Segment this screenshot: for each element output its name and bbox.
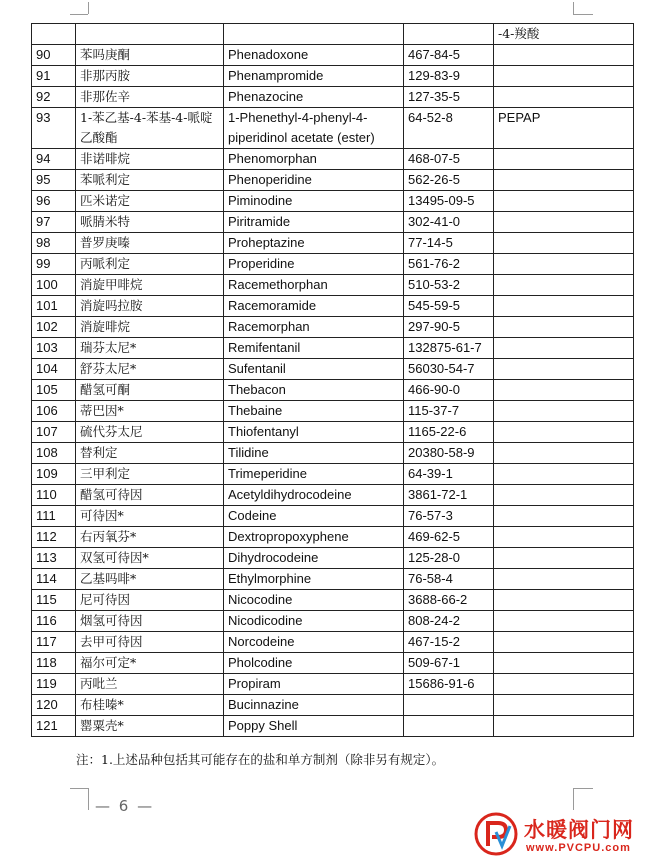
cell-english-name: Norcodeine <box>224 632 404 653</box>
cell-cas-number: 15686-91-6 <box>404 674 494 695</box>
cell-english-name: Tilidine <box>224 443 404 464</box>
cell-english-name: Pholcodine <box>224 653 404 674</box>
cell-chinese-name: 烟氢可待因 <box>76 611 224 632</box>
cell-chinese-name: 布桂嗪* <box>76 695 224 716</box>
table-row <box>32 590 634 611</box>
cell-cas-number: 468-07-5 <box>404 149 494 170</box>
cell-remark <box>494 653 634 674</box>
cell-cas-number: 76-57-3 <box>404 506 494 527</box>
cell-number: 114 <box>32 569 76 590</box>
cell-number: 96 <box>32 191 76 212</box>
table-row <box>32 401 634 422</box>
cell-remark <box>494 380 634 401</box>
footnote: 注：1.上述品种包括其可能存在的盐和单方制剂（除非另有规定）。 <box>76 752 445 767</box>
cell-english-name: Proheptazine <box>224 233 404 254</box>
crop-mark-top-left-h <box>70 14 88 15</box>
cell-remark <box>494 506 634 527</box>
cell-chinese-name: 非那佐辛 <box>76 87 224 108</box>
cell-cas-number: 3861-72-1 <box>404 485 494 506</box>
cell-english-name: Thebacon <box>224 380 404 401</box>
table-row <box>32 464 634 485</box>
table-row <box>32 422 634 443</box>
cell-english-name: Nicodicodine <box>224 611 404 632</box>
cell-cas-number: 20380-58-9 <box>404 443 494 464</box>
cell-remark <box>494 443 634 464</box>
cell-chinese-name: 消旋吗拉胺 <box>76 296 224 317</box>
table-row <box>32 212 634 233</box>
cell-cas-number <box>404 716 494 737</box>
cell-chinese-name: 双氢可待因* <box>76 548 224 569</box>
cell-remark <box>494 401 634 422</box>
cell-chinese-name: 右丙氧芬* <box>76 527 224 548</box>
table-row <box>32 296 634 317</box>
cell-remark <box>494 527 634 548</box>
cell-chinese-name: 罂粟壳* <box>76 716 224 737</box>
cell-chinese-name: 舒芬太尼* <box>76 359 224 380</box>
cell-cas-number: 467-15-2 <box>404 632 494 653</box>
table-row <box>32 338 634 359</box>
cell-remark <box>494 569 634 590</box>
cell-english-name: Phenadoxone <box>224 45 404 66</box>
crop-mark-top-right <box>573 2 575 14</box>
cell-number: 100 <box>32 275 76 296</box>
cell-number: 116 <box>32 611 76 632</box>
cell-number: 98 <box>32 233 76 254</box>
cell-remark <box>494 695 634 716</box>
cell-chinese-name: 尼可待因 <box>76 590 224 611</box>
cell-remark <box>494 212 634 233</box>
cell-chinese-name: 瑞芬太尼* <box>76 338 224 359</box>
cell-remark <box>494 66 634 87</box>
cell-remark <box>494 87 634 108</box>
cell-number: 109 <box>32 464 76 485</box>
crop-mark-bottom-left <box>88 788 89 810</box>
cell-number: 91 <box>32 66 76 87</box>
cell-english-name: Poppy Shell <box>224 716 404 737</box>
crop-mark-bottom-right-h <box>573 788 593 789</box>
cell-remark <box>494 590 634 611</box>
cell-chinese-name: 替利定 <box>76 443 224 464</box>
cell-chinese-name: 乙基吗啡* <box>76 569 224 590</box>
cell-english-name: Racemoramide <box>224 296 404 317</box>
table-row <box>32 569 634 590</box>
cell-cas-number: 13495-09-5 <box>404 191 494 212</box>
cell-cas-number: 469-62-5 <box>404 527 494 548</box>
table-body <box>32 24 634 737</box>
table-row <box>32 632 634 653</box>
cell-chinese-name: 醋氢可酮 <box>76 380 224 401</box>
cell-number: 102 <box>32 317 76 338</box>
cell-remark <box>494 254 634 275</box>
table-row <box>32 653 634 674</box>
cell-remark <box>494 548 634 569</box>
cell-number: 119 <box>32 674 76 695</box>
cell-cas-number: 808-24-2 <box>404 611 494 632</box>
pv-logo-icon <box>474 812 518 856</box>
cell-chinese-name: 醋氢可待因 <box>76 485 224 506</box>
cell-remark <box>494 233 634 254</box>
cell-remark <box>494 485 634 506</box>
cell-english-name: Thiofentanyl <box>224 422 404 443</box>
cell-chinese-name: 1-苯乙基-4-苯基-4-哌啶乙酸酯 <box>76 108 224 149</box>
cell-chinese-name: 普罗庚嗪 <box>76 233 224 254</box>
cell-number: 95 <box>32 170 76 191</box>
table-row <box>32 317 634 338</box>
cell-english-name: Piminodine <box>224 191 404 212</box>
cell-number: 104 <box>32 359 76 380</box>
cell-english-name: Phenazocine <box>224 87 404 108</box>
cell-remark <box>494 611 634 632</box>
cell-chinese-name: 福尔可定* <box>76 653 224 674</box>
cell-cas-number: 76-58-4 <box>404 569 494 590</box>
cell-english-name: 1-Phenethyl-4-phenyl-4-piperidinol acetate (ester) <box>224 108 404 149</box>
cell-chinese-name: 去甲可待因 <box>76 632 224 653</box>
cell-chinese-name: 非诺啡烷 <box>76 149 224 170</box>
page-number: — 6 — <box>95 797 155 815</box>
cell-chinese-name: 三甲利定 <box>76 464 224 485</box>
cell-number: 92 <box>32 87 76 108</box>
cell-number: 115 <box>32 590 76 611</box>
cell-number: 90 <box>32 45 76 66</box>
cell-cas-number: 302-41-0 <box>404 212 494 233</box>
table-row <box>32 695 634 716</box>
table-row <box>32 45 634 66</box>
table-row <box>32 233 634 254</box>
cell-chinese-name: 可待因* <box>76 506 224 527</box>
substance-table <box>31 23 634 737</box>
cell-number: 110 <box>32 485 76 506</box>
cell-cas-number <box>404 695 494 716</box>
table-row <box>32 380 634 401</box>
cell-chinese-name: 消旋啡烷 <box>76 317 224 338</box>
table-row <box>32 254 634 275</box>
table-row <box>32 191 634 212</box>
cell-remark: -4-羧酸 <box>494 24 634 45</box>
cell-remark <box>494 632 634 653</box>
cell-english-name: Piritramide <box>224 212 404 233</box>
cell-english-name: Dihydrocodeine <box>224 548 404 569</box>
cell-remark <box>494 191 634 212</box>
table-row <box>32 66 634 87</box>
cell-chinese-name <box>76 24 224 45</box>
table-row-continuation <box>32 24 634 45</box>
cell-cas-number: 466-90-0 <box>404 380 494 401</box>
cell-cas-number: 297-90-5 <box>404 317 494 338</box>
table-row <box>32 716 634 737</box>
cell-remark <box>494 296 634 317</box>
cell-remark <box>494 716 634 737</box>
table-row <box>32 548 634 569</box>
table-row <box>32 443 634 464</box>
cell-cas-number: 1165-22-6 <box>404 422 494 443</box>
cell-chinese-name: 哌腈米特 <box>76 212 224 233</box>
cell-english-name: Acetyldihydrocodeine <box>224 485 404 506</box>
cell-cas-number: 132875-61-7 <box>404 338 494 359</box>
cell-chinese-name: 蒂巴因* <box>76 401 224 422</box>
cell-remark <box>494 149 634 170</box>
cell-cas-number: 562-26-5 <box>404 170 494 191</box>
cell-number: 117 <box>32 632 76 653</box>
cell-cas-number: 561-76-2 <box>404 254 494 275</box>
cell-english-name: Phenomorphan <box>224 149 404 170</box>
cell-number: 107 <box>32 422 76 443</box>
table-row <box>32 506 634 527</box>
cell-english-name: Properidine <box>224 254 404 275</box>
table-row <box>32 485 634 506</box>
cell-english-name: Dextropropoxyphene <box>224 527 404 548</box>
cell-chinese-name: 消旋甲啡烷 <box>76 275 224 296</box>
cell-english-name: Phenoperidine <box>224 170 404 191</box>
cell-remark: PEPAP <box>494 108 634 149</box>
cell-english-name: Sufentanil <box>224 359 404 380</box>
cell-number: 105 <box>32 380 76 401</box>
cell-chinese-name: 苯吗庚酮 <box>76 45 224 66</box>
cell-number: 101 <box>32 296 76 317</box>
cell-chinese-name: 硫代芬太尼 <box>76 422 224 443</box>
cell-number: 108 <box>32 443 76 464</box>
table-row <box>32 611 634 632</box>
cell-english-name: Racemorphan <box>224 317 404 338</box>
cell-number: 103 <box>32 338 76 359</box>
cell-cas-number: 127-35-5 <box>404 87 494 108</box>
cell-cas-number: 129-83-9 <box>404 66 494 87</box>
cell-cas-number: 125-28-0 <box>404 548 494 569</box>
table-row <box>32 149 634 170</box>
cell-remark <box>494 674 634 695</box>
table-row <box>32 108 634 149</box>
cell-number: 106 <box>32 401 76 422</box>
cell-english-name: Bucinnazine <box>224 695 404 716</box>
cell-english-name: Codeine <box>224 506 404 527</box>
cell-cas-number: 509-67-1 <box>404 653 494 674</box>
cell-remark <box>494 359 634 380</box>
table-row <box>32 527 634 548</box>
cell-number: 93 <box>32 108 76 149</box>
cell-english-name: Trimeperidine <box>224 464 404 485</box>
crop-mark-bottom-right <box>573 788 574 810</box>
cell-english-name: Racemethorphan <box>224 275 404 296</box>
crop-mark-top-right-h <box>573 14 593 15</box>
cell-remark <box>494 422 634 443</box>
cell-chinese-name: 非那丙胺 <box>76 66 224 87</box>
crop-mark-bottom-left-h <box>70 788 88 789</box>
cell-english-name: Ethylmorphine <box>224 569 404 590</box>
cell-cas-number: 64-39-1 <box>404 464 494 485</box>
cell-english-name: Phenampromide <box>224 66 404 87</box>
cell-cas-number: 545-59-5 <box>404 296 494 317</box>
cell-chinese-name: 匹米诺定 <box>76 191 224 212</box>
cell-number: 121 <box>32 716 76 737</box>
cell-cas-number: 56030-54-7 <box>404 359 494 380</box>
cell-number: 118 <box>32 653 76 674</box>
table-row <box>32 275 634 296</box>
cell-cas-number: 115-37-7 <box>404 401 494 422</box>
cell-number: 97 <box>32 212 76 233</box>
cell-remark <box>494 317 634 338</box>
cell-remark <box>494 275 634 296</box>
cell-remark <box>494 338 634 359</box>
cell-cas-number: 510-53-2 <box>404 275 494 296</box>
cell-number <box>32 24 76 45</box>
cell-remark <box>494 464 634 485</box>
cell-cas-number: 467-84-5 <box>404 45 494 66</box>
cell-number: 99 <box>32 254 76 275</box>
watermark-logo <box>474 812 644 862</box>
table-row <box>32 359 634 380</box>
table-row <box>32 674 634 695</box>
cell-english-name: Thebaine <box>224 401 404 422</box>
cell-cas-number <box>404 24 494 45</box>
cell-cas-number: 64-52-8 <box>404 108 494 149</box>
watermark-url: www.PVCPU.com <box>526 842 631 854</box>
cell-english-name: Propiram <box>224 674 404 695</box>
table-row <box>32 170 634 191</box>
cell-remark <box>494 170 634 191</box>
cell-chinese-name: 丙吡兰 <box>76 674 224 695</box>
cell-chinese-name: 苯哌利定 <box>76 170 224 191</box>
cell-number: 113 <box>32 548 76 569</box>
watermark-name: 水暖阀门网 <box>524 817 634 842</box>
cell-english-name <box>224 24 404 45</box>
cell-english-name: Nicocodine <box>224 590 404 611</box>
cell-number: 120 <box>32 695 76 716</box>
crop-mark-top-left <box>88 2 103 14</box>
cell-number: 111 <box>32 506 76 527</box>
cell-number: 94 <box>32 149 76 170</box>
cell-number: 112 <box>32 527 76 548</box>
table-row <box>32 87 634 108</box>
cell-chinese-name: 丙哌利定 <box>76 254 224 275</box>
cell-cas-number: 77-14-5 <box>404 233 494 254</box>
cell-remark <box>494 45 634 66</box>
cell-english-name: Remifentanil <box>224 338 404 359</box>
cell-cas-number: 3688-66-2 <box>404 590 494 611</box>
